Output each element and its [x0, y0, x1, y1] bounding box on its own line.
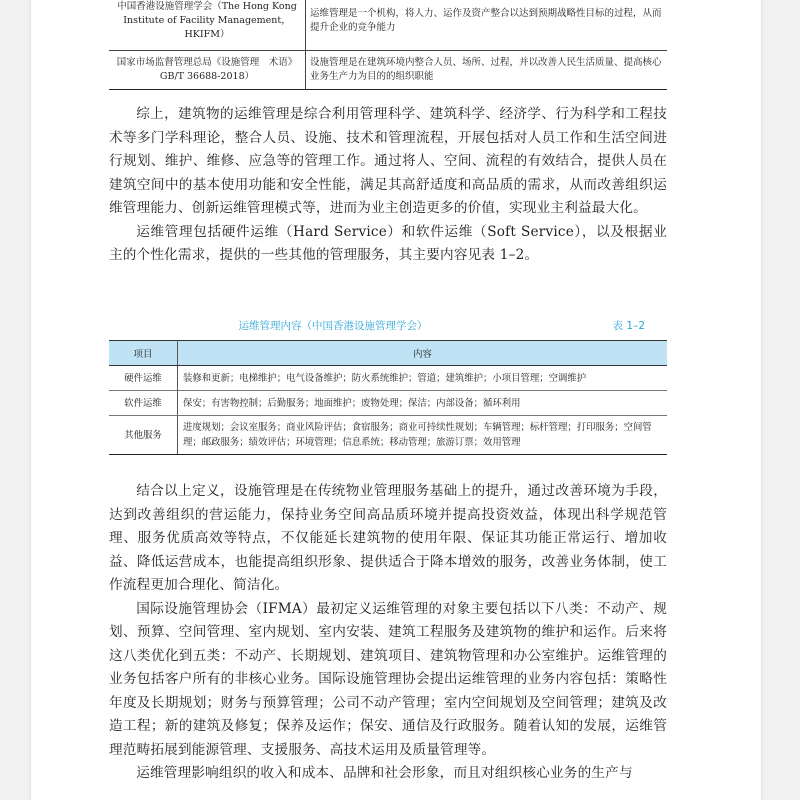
- body-text-bottom: [109, 480, 667, 786]
- table-cell-content: 装修和更新；电梯维护；电气设备维护；防火系统维护；管道；建筑维护；小项目管理；空调维护: [178, 366, 668, 391]
- table-number: 表 1–2: [612, 320, 645, 332]
- column-header: 项目: [109, 341, 178, 366]
- definition-text: 设施管理是在建筑环境内整合人员、场所、过程，并以改善人民生活质量、提高核心业务生产力为目的的组织职能: [306, 51, 668, 90]
- service-table: [109, 340, 667, 455]
- table-cell-item: 软件运维: [109, 391, 178, 416]
- table-row: [109, 366, 667, 391]
- column-header: 内容: [178, 341, 668, 366]
- table-cell-content: 进度规划；会议室服务；商业风险评估；食宿服务；商业可持续性规划；车辆管理；标杆管理；打印服务；空间管理；邮政服务；绩效评估；环境管理；信息系统；移动管理；旅游订票；效用管理: [178, 416, 668, 455]
- paragraph: 国际设施管理协会（IFMA）最初定义运维管理的对象主要包括以下八类：不动产、规划、预算、空间管理、室内规划、室内安装、建筑工程服务及建筑物的维护和运作。后来将这八类优化到五类：不动产、长期规划、建筑项目、建筑物管理和办公室维护。运维管理的业务包括客户所有的非核心业务。国际设施管理协会提出运维管理的业务内容包括：策略性年度及长期规划；财务与预算管理；公司不动产管理；室内空间规划及空间管理；建筑及改造工程；新的建筑及修复；保养及运作；保安、通信及行政服务。随着认知的发展，运维管理范畴拓展到能源管理、支援服务、高技术运用及质量管理等。: [109, 600, 667, 758]
- paragraph: 综上，建筑物的运维管理是综合利用管理科学、建筑科学、经济学、行为科学和工程技术等多门学科理论，整合人员、设施、技术和管理流程，开展包括对人员工作和生活空间进行规划、维护、维修、应急等的管理工作。通过将人、空间、流程的有效结合，提供人员在建筑空间中的基本使用功能和安全性能，满足其高舒适度和高品质的需求，从而改善组织运维管理能力、创新运维管理模式等，进而为业主创造更多的价值，实现业主利益最大化。: [109, 106, 667, 216]
- document-page: [31, 0, 761, 800]
- body-text-top: [109, 103, 667, 268]
- table-row: [109, 391, 667, 416]
- definition-text: 运维管理是一个机构，将人力、运作及资产整合以达到预期战略性目标的过程，从而提升企业的竞争能力: [306, 0, 668, 51]
- definition-source: 国家市场监督管理总局《设施管理 术语》GB/T 36688-2018）: [109, 51, 306, 90]
- paragraph: 运维管理包括硬件运维（Hard Service）和软件运维（Soft Service），以及根据业主的个性化需求，提供的一些其他的管理服务，其主要内容见表 1–2。: [109, 223, 667, 263]
- table-caption: [109, 318, 667, 336]
- table-title: 运维管理内容（中国香港设施管理学会）: [238, 320, 428, 332]
- table-row: [109, 51, 667, 90]
- paragraph: 结合以上定义，设施管理是在传统物业管理服务基础上的提升，通过改善环境为手段，达到改善组织的营运能力，保持业务空间高品质环境并提高投资效益，体现出科学规范管理、服务优质高效等特点，不仅能延长建筑物的使用年限、保证其功能正常运行、增加收益、降低运营成本，也能提高组织形象、提供适合于降本增效的服务，改善业务体制，使工作流程更加合理化、简洁化。: [109, 483, 667, 593]
- paragraph: 运维管理影响组织的收入和成本、品牌和社会形象，而且对组织核心业务的生产与: [136, 765, 633, 781]
- table-cell-content: 保安；有害物控制；后勤服务；地面维护；废物处理；保洁；内部设备；循环利用: [178, 391, 668, 416]
- table-cell-item: 其他服务: [109, 416, 178, 455]
- table-cell-item: 硬件运维: [109, 366, 178, 391]
- table-row: [109, 0, 667, 51]
- table-header-row: [109, 341, 667, 366]
- table-row: [109, 416, 667, 455]
- definition-source: 中国香港设施管理学会（The Hong Kong Institute of Facility Management，HKIFM）: [109, 0, 306, 51]
- definition-table: [109, 0, 667, 90]
